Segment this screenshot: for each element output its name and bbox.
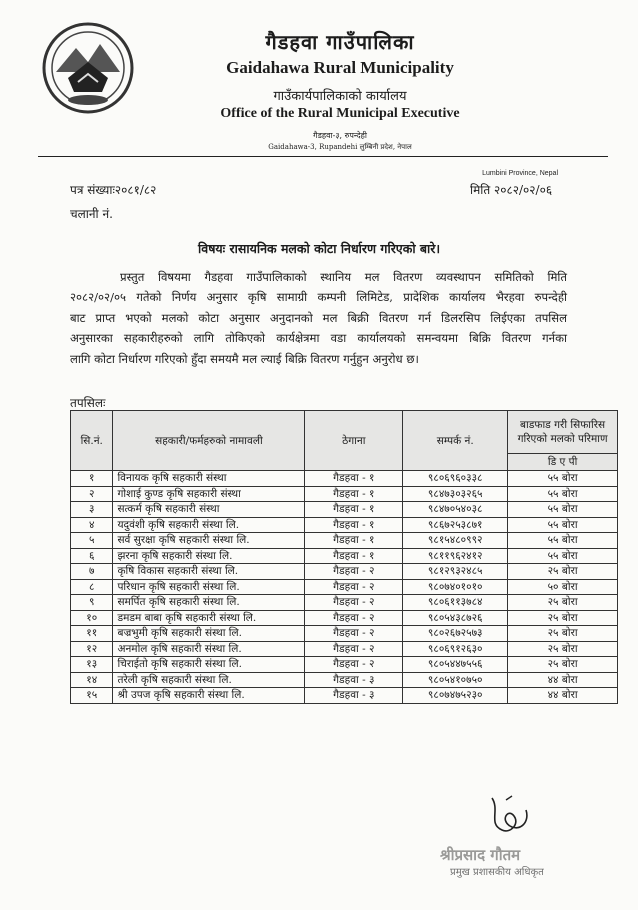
letter-body	[70, 267, 567, 369]
province-label: Lumbini Province, Nepal	[482, 170, 558, 177]
table-row	[71, 688, 618, 704]
cell-address: गैडहवा - २	[305, 579, 403, 595]
tapsil-label: तपसिलः	[70, 396, 106, 410]
cell-address: गैडहवा - १	[305, 517, 403, 533]
cell-contact: ९८१५४८०९९२	[403, 533, 508, 549]
cell-contact: ९८०५४१०७५०	[403, 672, 508, 688]
cell-sn: ३	[71, 502, 113, 518]
signatory-name: श्रीप्रसाद गौतम	[440, 846, 521, 864]
table-row	[71, 579, 618, 595]
body-line: अनुसारका सहकारीहरुको लागि तोकिएको कार्यक्षेत्रमा वडा कार्यालयको समन्वयमा बिक्रि वितरण गर्नका	[70, 331, 567, 346]
letter-date: मिति २०८२/०२/०६	[470, 183, 553, 197]
office-name-np: गाउँकार्यपालिकाको कार्यालय	[273, 89, 407, 104]
table-row	[71, 564, 618, 580]
header-name: सहकारी/फर्महरुको नामावली	[113, 411, 305, 471]
cell-quota: ५५ बोरा	[508, 486, 618, 502]
reference-number: पत्र संख्याः२०८१/८२	[70, 183, 157, 197]
municipality-name-en: Gaidahawa Rural Municipality	[226, 58, 454, 77]
municipality-emblem-logo	[42, 22, 134, 114]
cell-sn: ४	[71, 517, 113, 533]
cell-quota: २५ बोरा	[508, 657, 618, 673]
municipality-name-np: गैडहवा गाउँपालिका	[265, 30, 415, 54]
cell-sn: ७	[71, 564, 113, 580]
cell-address: गैडहवा - ३	[305, 672, 403, 688]
cell-name: सत्कर्म कृषि सहकारी संस्था	[113, 502, 305, 518]
cell-address: गैडहवा - १	[305, 502, 403, 518]
cell-quota: ४४ बोरा	[508, 688, 618, 704]
cell-name: श्री उपज कृषि सहकारी संस्था लि.	[113, 688, 305, 704]
cell-quota: २५ बोरा	[508, 610, 618, 626]
cell-address: गैडहवा - १	[305, 471, 403, 487]
cell-name: अनमोल कृषि सहकारी संस्था लि.	[113, 641, 305, 657]
cell-quota: ४४ बोरा	[508, 672, 618, 688]
cell-quota: ५५ बोरा	[508, 533, 618, 549]
cell-quota: २५ बोरा	[508, 564, 618, 580]
quota-table	[70, 410, 618, 704]
address-en: Gaidahawa-3, Rupandehi लुम्बिनी प्रदेश, नेपाल	[268, 143, 412, 151]
cell-quota: २५ बोरा	[508, 626, 618, 642]
cell-contact: ९८४७०५४०३८	[403, 502, 508, 518]
address-np: गैडहवा-३, रुपन्देही	[313, 131, 367, 140]
cell-contact: ९८०२६७२५७३	[403, 626, 508, 642]
cell-name: तरेली कृषि सहकारी संस्था लि.	[113, 672, 305, 688]
cell-sn: ११	[71, 626, 113, 642]
cell-contact: ९८०६९६०३३८	[403, 471, 508, 487]
body-line: लागि कोटा निर्धारण गरिएको हुँदा समयमै मल ल्याई बिक्रि वितरण गर्नुहुन अनुरोध छ।	[70, 351, 419, 366]
header-quota: बाडफाड गरी सिफारिस गरिएको मलको परिमाण	[508, 411, 618, 454]
cell-name: डमडम बाबा कृषि सहकारी संस्था लि.	[113, 610, 305, 626]
cell-address: गैडहवा - २	[305, 564, 403, 580]
cell-sn: १४	[71, 672, 113, 688]
table-body	[71, 471, 618, 704]
header-dap: डि ए पी	[508, 454, 618, 471]
cell-name: झरना कृषि सहकारी संस्था लि.	[113, 548, 305, 564]
cell-address: गैडहवा - २	[305, 595, 403, 611]
signatory-title: प्रमुख प्रशासकीय अधिकृत	[450, 867, 544, 878]
cell-name: यदुवंशी कृषि सहकारी संस्था लि.	[113, 517, 305, 533]
cell-quota: ५५ बोरा	[508, 471, 618, 487]
table-row	[71, 517, 618, 533]
table-row	[71, 471, 618, 487]
cell-sn: ९	[71, 595, 113, 611]
table-row	[71, 641, 618, 657]
dispatch-number: चलानी नं.	[70, 207, 113, 221]
cell-quota: ५५ बोरा	[508, 548, 618, 564]
cell-address: गैडहवा - २	[305, 610, 403, 626]
body-line: प्रस्तुत विषयमा गैडहवा गाउँपालिकाको स्थानिय मल वितरण व्यवस्थापन समितिको मिति	[120, 270, 567, 284]
body-line: बाट प्राप्त भएको मलको कोटा अनुसार अनुदानको मल बिक्री वितरण गर्न डिलरसिप लिईएका तपसिल	[70, 310, 567, 325]
cell-quota: ५० बोरा	[508, 579, 618, 595]
cell-name: समर्पित कृषि सहकारी संस्था लि.	[113, 595, 305, 611]
cell-contact: ९८०६९१२६३०	[403, 641, 508, 657]
cell-address: गैडहवा - १	[305, 548, 403, 564]
cell-contact: ९८०७४७५२३०	[403, 688, 508, 704]
cell-sn: १५	[71, 688, 113, 704]
cell-sn: १२	[71, 641, 113, 657]
cell-sn: ८	[71, 579, 113, 595]
header-contact: सम्पर्क नं.	[403, 411, 508, 471]
cell-name: परिधान कृषि सहकारी संस्था लि.	[113, 579, 305, 595]
cell-contact: ९८११९६२४१२	[403, 548, 508, 564]
cell-quota: ५५ बोरा	[508, 517, 618, 533]
signature-mark	[480, 790, 540, 840]
table-row	[71, 610, 618, 626]
body-line: २०८२/०२/०५ गतेको निर्णय अनुसार कृषि सामाग्री कम्पनी लिमिटेड, प्रादेशिक कार्यालय भैरहवा रुपन्देही	[70, 290, 567, 305]
table-row	[71, 657, 618, 673]
table-row	[71, 626, 618, 642]
cell-name: कृषि विकास सहकारी संस्था लि.	[113, 564, 305, 580]
cell-sn: ५	[71, 533, 113, 549]
cell-sn: ६	[71, 548, 113, 564]
cell-address: गैडहवा - १	[305, 533, 403, 549]
header-divider	[38, 156, 608, 157]
letter-subject: विषयः रासायनिक मलको कोटा निर्धारण गरिएको बारे।	[198, 241, 441, 256]
cell-address: गैडहवा - २	[305, 641, 403, 657]
cell-name: बज्रभुमी कृषि सहकारी संस्था लि.	[113, 626, 305, 642]
cell-sn: २	[71, 486, 113, 502]
cell-quota: २५ बोरा	[508, 641, 618, 657]
table-row	[71, 595, 618, 611]
cell-contact: ९८०७४०१०१०	[403, 579, 508, 595]
cell-sn: १	[71, 471, 113, 487]
cell-contact: ९८०५४३८७२६	[403, 610, 508, 626]
office-name-en: Office of the Rural Municipal Executive	[220, 106, 460, 121]
cell-address: गैडहवा - २	[305, 626, 403, 642]
cell-contact: ९८१२९३२४८५	[403, 564, 508, 580]
cell-contact: ९८०६११३७८४	[403, 595, 508, 611]
cell-address: गैडहवा - २	[305, 657, 403, 673]
cell-address: गैडहवा - १	[305, 486, 403, 502]
cell-contact: ९८६७२५३८७१	[403, 517, 508, 533]
cell-quota: ५५ बोरा	[508, 502, 618, 518]
cell-contact: ९८०५४४७५५६	[403, 657, 508, 673]
cell-contact: ९८४७३०३२६५	[403, 486, 508, 502]
cell-quota: २५ बोरा	[508, 595, 618, 611]
header-sn: सि.नं.	[71, 411, 113, 471]
cell-address: गैडहवा - ३	[305, 688, 403, 704]
cell-name: चिराईतो कृषि सहकारी संस्था लि.	[113, 657, 305, 673]
cell-name: विनायक कृषि सहकारी संस्था	[113, 471, 305, 487]
cell-sn: १०	[71, 610, 113, 626]
cell-name: गोशाई कुण्ड कृषि सहकारी संस्था	[113, 486, 305, 502]
table-row	[71, 486, 618, 502]
header-address: ठेगाना	[305, 411, 403, 471]
table-row	[71, 548, 618, 564]
table-row	[71, 502, 618, 518]
table-row	[71, 533, 618, 549]
cell-sn: १३	[71, 657, 113, 673]
table-row	[71, 672, 618, 688]
cell-name: सर्व सुरक्षा कृषि सहकारी संस्था लि.	[113, 533, 305, 549]
